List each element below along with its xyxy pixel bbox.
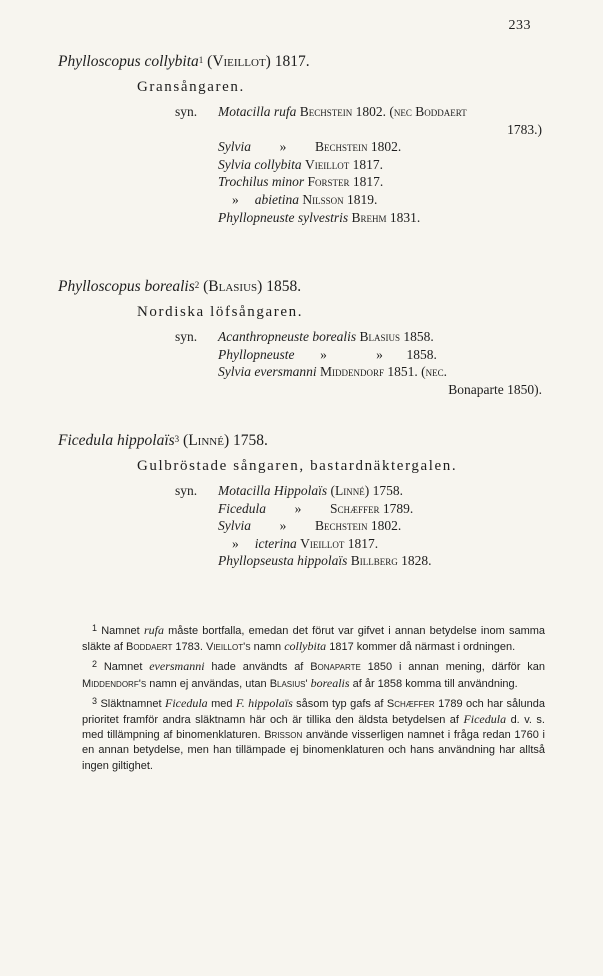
syn-label: syn. (175, 104, 198, 119)
year: 1817. (274, 53, 310, 70)
footnote-name: Middendorf's (82, 677, 147, 690)
ditto-mark: » (376, 346, 383, 362)
synonym-author: Blasius (359, 329, 400, 344)
ditto-mark: » (279, 139, 287, 155)
footnote-italic: eversmanni (149, 659, 205, 674)
footnote-italic: Ficedula (463, 712, 507, 727)
footnote-name: Brisson (264, 729, 303, 742)
synonym-name: Phyllopseusta hippolaïs (218, 553, 348, 569)
footnote-name: Vieillot's (205, 641, 251, 654)
synonym-author: Middendorf (319, 364, 384, 380)
synonym-line (218, 517, 548, 535)
page-number: 233 (508, 18, 531, 33)
footnote-text: d. v. s. med tillämpning af binomenklaturen. (82, 714, 545, 742)
species-title (58, 277, 548, 297)
species-entry (58, 52, 548, 226)
footnote-text: namn (250, 641, 285, 654)
synonym-line (218, 138, 548, 156)
author: (Linné) (183, 432, 230, 449)
synonym-name: Acanthropneuste borealis (218, 329, 357, 344)
synonym-name: Sylvia eversmanni (218, 364, 317, 380)
year: 1858. (266, 278, 302, 295)
common-name: Gulbröstade sångaren, bastardnäktergalen. (137, 458, 458, 474)
genus: Ficedula (58, 432, 117, 449)
footnote-mark: 3 (174, 434, 180, 444)
footnote-name: Boddaert (126, 641, 173, 654)
footnote-name: Bonaparte (310, 661, 361, 674)
year: 1758. (232, 432, 268, 449)
footnote-name: Schæffer (386, 697, 435, 710)
synonym-author: Vieillot (304, 156, 350, 172)
footnote-text: såsom typ gafs af (292, 697, 387, 710)
synonym-year: 1802. (370, 139, 402, 155)
synonym-name: Phyllopneuste (218, 346, 295, 362)
footnote-text: Släktnamnet (100, 697, 166, 710)
syn-label: syn. (175, 329, 198, 344)
species-entry (58, 277, 548, 398)
synonym-list (175, 328, 548, 398)
footnote-mark: 3 (92, 695, 98, 706)
synonym-author: Nilsson (302, 191, 344, 207)
synonym-name: Phyllopneuste sylvestris (218, 209, 349, 225)
synonym-year: 1828. (401, 553, 432, 569)
synonym-year: 1789. (382, 500, 414, 516)
genus: Phylloscopus (58, 53, 145, 70)
ditto-mark: » (279, 518, 287, 534)
synonym-note: (nec. (421, 364, 447, 380)
synonym-year: 1851. (387, 364, 418, 380)
synonym-year: 1802. (355, 104, 387, 119)
synonym-line (218, 191, 548, 209)
footnote-text: 1850 i annan mening, därför kan (360, 661, 545, 674)
synonym-line (218, 500, 548, 518)
species-title (58, 431, 548, 451)
footnote-mark: 2 (194, 280, 200, 290)
synonym-line (218, 173, 548, 191)
species: hippolaïs (116, 432, 175, 449)
synonym-note: (nec Boddaert (389, 104, 467, 119)
synonym-line (218, 346, 548, 364)
synonym-name: Sylvia collybita (218, 156, 302, 172)
synonym-year: 1858. (403, 329, 434, 344)
footnote-text: 1783. (172, 641, 206, 654)
ditto-mark: » (320, 346, 327, 362)
footnote-text: 1817 kommer då närmast i ordningen. (326, 641, 516, 654)
synonym-year: 1817. (352, 174, 384, 190)
footnote (82, 696, 545, 774)
common-name: Gransångaren. (137, 79, 245, 95)
synonym-name: Motacilla Hippolaïs (218, 483, 328, 498)
footnote-italic: borealis (310, 675, 350, 690)
synonym-name: icterina (254, 535, 297, 551)
synonym-year: 1817. (347, 535, 379, 551)
footnote-italic: F. hippolaïs (235, 695, 293, 710)
footnote-text: Namnet (101, 625, 144, 637)
syn-label: syn. (175, 483, 198, 498)
synonym-year: 1858. (406, 346, 437, 362)
common-name: Nordiska löfsångaren. (137, 304, 304, 320)
synonym-line (218, 363, 548, 381)
genus: Phylloscopus (58, 278, 145, 295)
footnote-mark: 1 (198, 55, 204, 65)
synonym-line (218, 535, 548, 553)
synonym-name: Sylvia (218, 518, 251, 534)
species-entry (58, 431, 548, 570)
synonym-list (175, 103, 548, 226)
synonym-name: Motacilla rufa (218, 104, 297, 119)
footnotes (82, 623, 545, 778)
synonym-author: Bechstein (315, 139, 368, 155)
synonym-line (218, 209, 548, 227)
synonym-author: Bechstein (299, 104, 353, 119)
synonym-author: Brehm (351, 209, 387, 225)
synonym-continuation: 1783.) (507, 121, 542, 137)
synonym-name: Sylvia (218, 139, 251, 155)
synonym-year: 1817. (352, 156, 383, 172)
species-title (58, 52, 548, 72)
synonym-author: Schæffer (329, 500, 380, 516)
synonym-line (218, 552, 548, 570)
footnote-mark: 2 (92, 659, 98, 670)
synonym-year: 1758. (372, 483, 403, 498)
footnote-text: använde visserligen namnet i fråga redan 1760 i en annan betydelse, men han tillämpade ej binomenklaturen och hans användning har alltså ingen giltighet. (82, 729, 546, 772)
synonym-year: 1802. (370, 518, 402, 534)
ditto-mark: » (294, 500, 302, 516)
footnote-text: af år 1858 komma till användning. (349, 677, 518, 690)
species: borealis (144, 278, 195, 295)
ditto-mark: » (232, 535, 239, 551)
footnote-text: med (207, 697, 236, 710)
synonym-author: Forster (307, 174, 350, 190)
footnote-text: namn ej användas, utan (146, 677, 270, 690)
footnote-name: Blasius' (269, 677, 308, 690)
footnote (82, 659, 545, 691)
synonym-list (175, 482, 548, 570)
footnote-text: 1789 och har sålunda prioritet framför andra släktnamn här och är tillika den äldsta betydelsen af (82, 697, 545, 727)
author: (Blasius) (203, 278, 263, 295)
synonym-line (218, 328, 548, 346)
footnote-italic: collybita (284, 639, 327, 654)
footnote-text: måste bortfalla, emedan det förut var gifvet i annan betydelse inom samma släkte af (82, 625, 546, 654)
footnote-text: hade användts af (204, 661, 311, 674)
synonym-author: Vieillot (300, 535, 345, 551)
synonym-author: Billberg (350, 553, 398, 569)
synonym-line (218, 156, 548, 174)
synonym-line (218, 482, 548, 500)
synonym-author: Bechstein (315, 518, 368, 534)
synonym-continuation: Bonaparte 1850). (448, 381, 542, 397)
synonym-line (218, 103, 548, 121)
ditto-mark: » (232, 191, 239, 207)
synonym-year: 1831. (389, 209, 421, 225)
footnote-mark: 1 (92, 623, 98, 633)
species: collybita (144, 53, 199, 70)
footnote (82, 623, 545, 655)
synonym-name: Ficedula (218, 500, 266, 516)
synonym-name: Trochilus minor (218, 174, 305, 190)
synonym-year: 1819. (347, 191, 378, 207)
synonym-name: abietina (254, 191, 299, 207)
footnote-text: Namnet (103, 661, 150, 674)
synonym-author: (Linné) (330, 483, 370, 498)
footnote-italic: rufa (143, 623, 164, 637)
author: (Vieillot) (207, 53, 271, 70)
footnote-italic: Ficedula (165, 695, 208, 710)
